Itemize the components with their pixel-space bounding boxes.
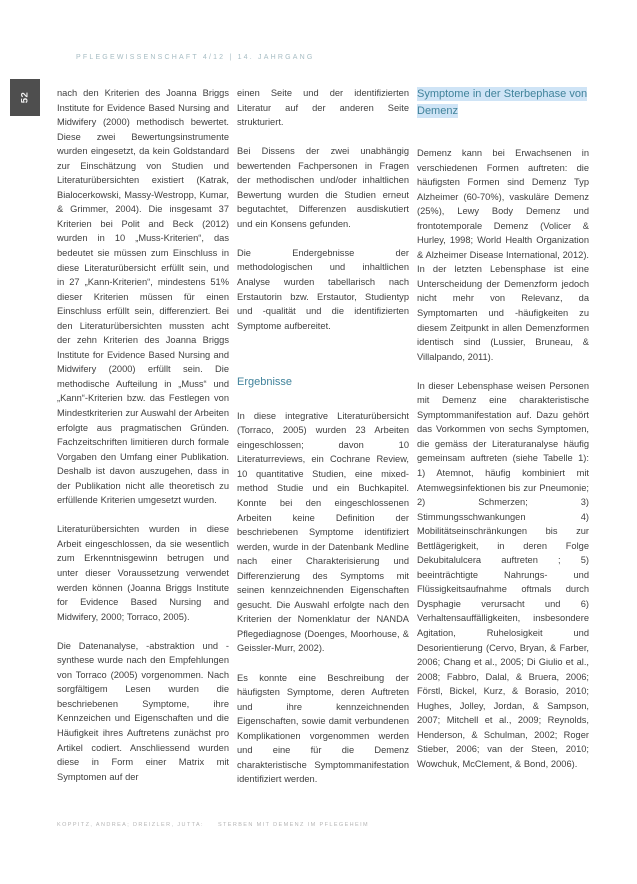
section-heading-ergebnisse: Ergebnisse	[237, 376, 293, 389]
column-2	[237, 86, 409, 801]
footer-authors: KOPPITZ, ANDREA; DREIZLER, JUTTA:	[57, 822, 204, 828]
journal-running-header: PFLEGEWISSENSCHAFT 4/12 | 14. JAHRGANG	[76, 54, 315, 61]
paragraph: Literaturübersichten wurden in diese Arbeit eingeschlossen, da sie wesentlich zum Erkenntnisgewinn betrugen und unter dieser Voraussetzung verwendet werden können (Joanna Briggs Institute for Evidence Based Nursing and Midwifery, 2000; Torraco, 2005).	[57, 524, 229, 622]
paragraph: Demenz kann bei Erwachsenen in verschiedenen Formen auftreten: die häufigsten Formen sind Demenz Typ Alzheimer (60-70%), vaskuläre Demenz (25%), Lewy Body Demenz und frontotemporale Demenz (Volicer & Hurley, 1998; World Health Organization & Alzheimer Disease International, 2012). In der letzten Lebensphase ist eine Unterscheidung der Demenzform jedoch nicht mehr von Relevanz, da Symptomarten und -häufigkeiten zu diesem Zeitpunkt in allen Demenzformen identisch sind (Lussier, Bruneau, & Villalpando, 2011).	[417, 148, 589, 362]
footer-article-title: STERBEN MIT DEMENZ IM PFLEGEHEIM	[217, 822, 369, 828]
paragraph: nach den Kriterien des Joanna Briggs Institute for Evidence Based Nursing and Midwifery (2000) methodisch bewertet. Diese zwei Bewertungsinstrumente wurden eingesetzt, da kein Goldstandard zur Einschätzung von Studien und Literaturübersichten existiert (Katrak, Bialocerkowski, Massy-Westropp, Kumar, & Grimmer, 2004). Die insgesamt 37 Kriterien bei Polit and Beck (2012) wurden in 10 „Muss-Kriterien“, das bedeutet sie müssen zum Einschluss in diese Literaturübersicht erfüllt sein, und in 27 „Kann-Kriterien“, mindestens 51% dieser Kriterien müssen für einen Einschluss erfüllt sein, differenziert. Bei den Literaturübersichten mussten acht der zehn Kriterien des Joanna Briggs Institute for Evidence Based Nursing and Midwifery (2000) erfüllt sein. Die methodische Aufteilung in „Muss“ und „Kann“-Kriterien bzw. das Festlegen von Mindestkriterien zur Auswahl der Arbeiten erfolgte aus pragmatischen Gründen. Fachzeitschriften limitieren durch formale Vorgaben den Umfang einer Publikation. Deshalb ist davon auszugehen, dass in der Publikation nicht alle theoretisch zu erfüllende Kriterien umgesetzt wurden.	[57, 88, 229, 506]
column-1	[57, 86, 229, 801]
paragraph: In diese integrative Literaturübersicht (Torraco, 2005) wurden 23 Arbeiten eingeschlossen; davon 10 Literaturreviews, ein Cochrane Review, 10 quantitative Studien, eine mixed-method Studie und ein Buchkapitel. Konnte bei den eingeschlossenen Arbeiten keine Definition der beschriebenen Symptome identifiziert werden, wurde in der Datenbank Medline nach einer Charakterisierung und Differenzierung des Symptoms mit seinen kennzeichnenden Eigenschaften gesucht. Die Auswahl erfolgte nach den Kriterien der Nomenklatur der NANDA Pflegediagnose (Doenges, Moorhouse, & Geissler-Murr, 2002).	[237, 410, 409, 654]
page-number: 52	[19, 91, 31, 104]
paragraph: In dieser Lebensphase weisen Personen mit Demenz eine charakteristische Symptommanifestation auf. Dazu gehört das Vorkommen von sechs Symptomen, die gemäss der Literaturanalyse häufig gemeinsam auftreten (siehe Tabelle 1): 1) Atemnot, häufig kombiniert mit Atemwegsinfektionen bis zur Pneumonie; 2) Schmerzen; 3) Stimmungsschwankungen 4) Mobilitätseinschränkungen bis zur Bettlägerigkeit, in deren Folge Dekubitalulcera auftreten ; 5) beeinträchtigte Nahrungs- und Flüssigkeitsaufnahme oftmals durch Dysphagie verursacht und 6) Verhaltensauffälligkeiten, insbesondere Agitation, Ruhelosigkeit und Desorientierung (Cervo, Bryan, & Farber, 2006; Chang et al., 2005; Di Giulio et al., 2008; Fabbro, Dalal, & Bruera, 2006; Förstl, Bickel, Kurz, & Borasio, 2010; Hughes, Jolley, Jordan, & Sampson, 2007; Mitchell et al., 2009; Reynolds, Henderson, & Schulman, 2002; Roger Stieber, 2006; van der Steen, 2010; Wowchuk, McClement, & Bond, 2006).	[417, 380, 589, 769]
article-running-footer	[57, 822, 369, 828]
paragraph: Bei Dissens der zwei unabhängig bewertenden Fachpersonen in Fragen der methodischen und/oder inhaltlichen Bewertung wurden die Studien erneut begutachtet, Differenzen ausdiskutiert und ein Konsens gefunden.	[237, 146, 409, 229]
section-heading-symptome	[417, 86, 589, 119]
highlighted-heading-text: Symptome in der Sterbephase von Demenz	[417, 88, 588, 117]
paragraph: Die Datenanalyse, -abstraktion und -synthese wurde nach den Empfehlungen von Torraco (2005) vorgenommen. Nach sorgfältigem Lesen wurden die beschriebenen Symptome, ihre Kennzeichen und Eigenschaften und die Häufigkeit ihres Auftretens zunächst pro Artikel codiert. Anschliessend wurden diese in Form einer Matrix mit Symptomen auf der	[57, 640, 229, 782]
paragraph: einen Seite und der identifizierten Literatur auf der anderen Seite strukturiert.	[237, 88, 409, 128]
column-3	[417, 86, 589, 801]
article-columns	[57, 86, 589, 801]
paragraph: Es konnte eine Beschreibung der häufigsten Symptome, deren Auftreten und ihre kennzeichnenden Eigenschaften, sowie damit verbundenen Komplikationen vorgenommen werden und eine für die Demenz charakteristische Symptommanifestation identifiziert werden.	[237, 672, 409, 785]
paragraph: Die Endergebnisse der methodologischen und inhaltlichen Analyse wurden tabellarisch nach Erstautorin bzw. Erstautor, Studientyp und -qualität und die identifizierten Symptome aufbereitet.	[237, 247, 409, 331]
page-number-tab	[10, 79, 40, 116]
